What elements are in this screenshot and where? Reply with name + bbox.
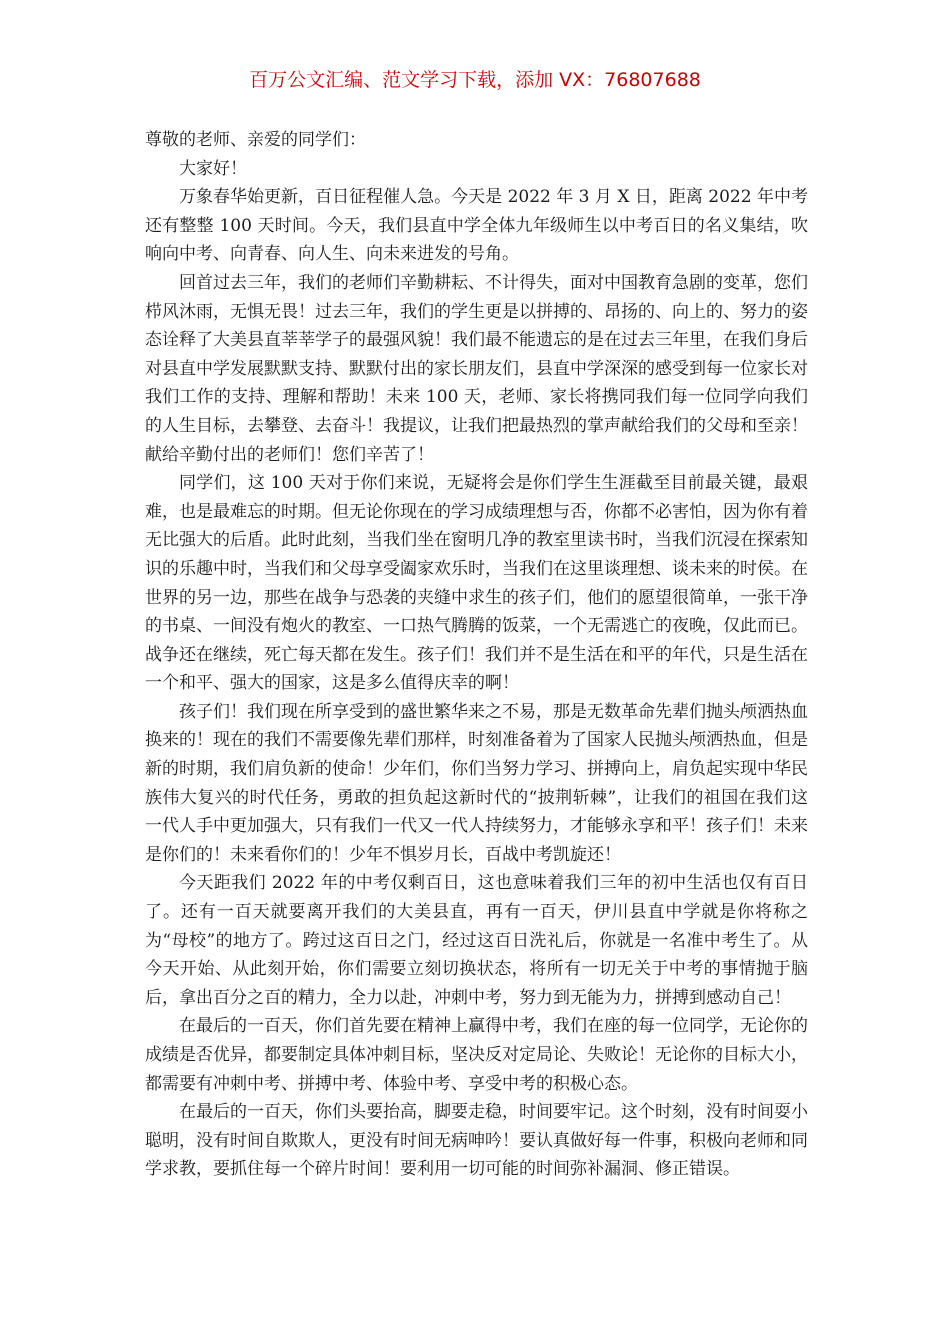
- paragraph: 万象春华始更新，百日征程催人急。今天是 2022 年 3 月 X 日，距离 2022 年中考还有整整 100 天时间。今天，我们县直中学全体九年级师生以中考百日的名义集结，吹响向中考、向青春、向人生、向未来进发的号角。: [145, 187, 808, 265]
- paragraph: 在最后的一百天，你们头要抬高，脚要走稳，时间要牢记。这个时刻，没有时间耍小聪明，没有时间自欺欺人，更没有时间无病呻吟！要认真做好每一件事，积极向老师和同学求教，要抓住每一个碎片时间！要利用一切可能的时间弥补漏洞、修正错误。: [145, 1102, 808, 1180]
- watermark-header: 百万公文汇编、范文学习下载，添加 VX：76807688: [249, 69, 701, 91]
- paragraph: 孩子们！我们现在所享受到的盛世繁华来之不易，那是无数革命先辈们抛头颅洒热血换来的！现在的我们不需要像先辈们那样，时刻准备着为了国家人民抛头颅洒热血，但是新的时期，我们肩负新的使命！少年们，你们当努力学习、拼搏向上，肩负起实现中华民族伟大复兴的时代任务，勇敢的担负起这新时代的“披荆斩棘”，让我们的祖国在我们这一代人手中更加强大，只有我们一代又一代人持续努力，才能够永享和平！孩子们！未来是你们的！未来看你们的！少年不惧岁月长，百战中考凯旋还！: [145, 701, 808, 865]
- salutation: 尊敬的老师、亲爱的同学们：: [145, 130, 366, 150]
- paragraph: 回首过去三年，我们的老师们辛勤耕耘、不计得失，面对中国教育急剧的变革，您们栉风沐雨，无惧无畏！过去三年，我们的学生更是以拼搏的、昂扬的、向上的、努力的姿态诠释了大美县直莘莘学子的最强风貌！我们最不能遗忘的是在过去三年里，在我们身后对县直中学发展默默支持、默默付出的家长朋友们，县直中学深深的感受到每一位家长对我们工作的支持、理解和帮助！未来 100 天，老师、家长将携同我们每一位同学向我们的人生目标，去攀登、去奋斗！我提议，让我们把最热烈的掌声献给我们的父母和至亲！献给辛勤付出的老师们！您们辛苦了！: [145, 272, 808, 465]
- paragraph: 在最后的一百天，你们首先要在精神上赢得中考，我们在座的每一位同学，无论你的成绩是否优异，都要制定具体冲刺目标，坚决反对定局论、失败论！无论你的目标大小，都需要有冲刺中考、拼搏中考、体验中考、享受中考的积极心态。: [145, 1016, 808, 1094]
- document-body: [145, 126, 808, 1184]
- paragraph: 同学们，这 100 天对于你们来说，无疑将会是你们学生生涯截至目前最关键，最艰难，也是最难忘的时期。但无论你现在的学习成绩理想与否，你都不必害怕，因为你有着无比强大的后盾。此时此刻，当我们坐在窗明几净的教室里读书时，当我们沉浸在探索知识的乐趣中时，当我们和父母享受阖家欢乐时，当我们在这里谈理想、谈未来的时侯。在世界的另一边，那些在战争与恐袭的夹缝中求生的孩子们，他们的愿望很简单，一张干净的书桌、一间没有炮火的教室、一口热气腾腾的饭菜，一个无需逃亡的夜晚，仅此而已。战争还在继续，死亡每天都在发生。孩子们！我们并不是生活在和平的年代，只是生活在一个和平、强大的国家，这是多么值得庆幸的啊！: [145, 473, 808, 694]
- paragraph: 今天距我们 2022 年的中考仅剩百日，这也意味着我们三年的初中生活也仅有百日了。还有一百天就要离开我们的大美县直，再有一百天，伊川县直中学就是你将称之为“母校”的地方了。跨过这百日之门，经过这百日洗礼后，你就是一名准中考生了。从今天开始、从此刻开始，你们需要立刻切换状态，将所有一切无关于中考的事情抛于脑后，拿出百分之百的精力，全力以赴，冲刺中考，努力到无能为力，拼搏到感动自己！: [145, 873, 808, 1008]
- greeting: 大家好！: [179, 158, 247, 179]
